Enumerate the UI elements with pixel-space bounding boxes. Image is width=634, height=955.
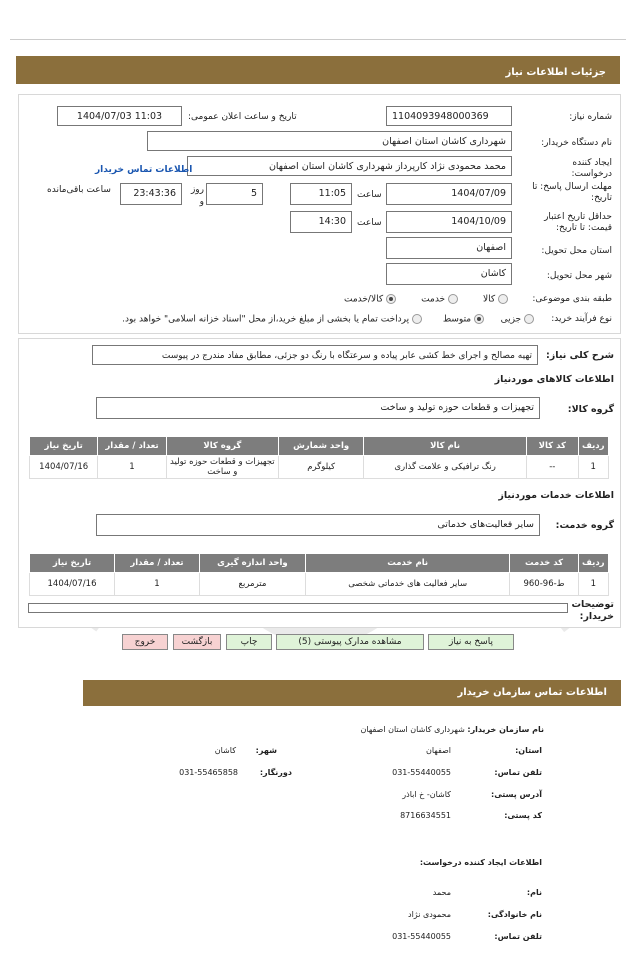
contact-header <box>83 680 621 706</box>
contact-org-value: شهرداری کاشان استان اصفهان <box>360 725 465 734</box>
contact-org-label: نام سازمان خریدار: <box>467 725 544 734</box>
col-header: گروه کالا <box>166 437 278 456</box>
attachments-button[interactable]: مشاهده مدارک پیوستی (5) <box>276 634 424 650</box>
validity-date-field: 1404/10/09 <box>386 211 512 233</box>
services-table <box>29 553 609 596</box>
deadline-time-field: 11:05 <box>290 183 352 205</box>
services-group-field: سایر فعالیت‌های خدماتی <box>96 514 540 536</box>
validity-label: حداقل تاریخ اعتبار قیمت: تا تاریخ: <box>544 212 612 233</box>
col-header: تعداد / مقدار <box>115 554 200 573</box>
creator-phone-label: تلفن تماس: <box>494 932 542 941</box>
creator-name-label: نام: <box>526 888 542 897</box>
buyer-org-label: نام دستگاه خریدار: <box>541 138 612 148</box>
validity-time-field: 14:30 <box>290 211 352 233</box>
radio-selected-icon <box>474 314 484 324</box>
contact-address-label: آدرس پستی: <box>491 790 542 799</box>
services-section-title: اطلاعات خدمات موردنیاز <box>498 490 614 501</box>
top-divider <box>10 39 626 40</box>
buyer-contact-link[interactable]: اطلاعات تماس خریدار <box>95 165 193 175</box>
category-label: طبقه بندی موضوعی: <box>532 294 612 304</box>
process-option-label: جزیی <box>500 314 522 325</box>
page-title: جزئیات اطلاعات نیاز <box>505 67 606 78</box>
deadline-time-label: ساعت <box>357 190 382 200</box>
contact-postal-label: کد پستی: <box>504 811 542 820</box>
table-cell: مترمربع <box>199 573 305 596</box>
contact-title: اطلاعات تماس سازمان خریدار <box>457 687 607 698</box>
table-row <box>30 573 609 596</box>
days-field: 5 <box>206 183 263 205</box>
buyer-notes-field <box>28 603 568 613</box>
creator-info-title: اطلاعات ایجاد کننده درخواست: <box>419 858 542 867</box>
table-row <box>30 456 609 479</box>
contact-fax-label: دورنگار: <box>259 768 292 777</box>
goods-section-title: اطلاعات کالاهای موردنیاز <box>494 374 614 385</box>
summary-label: شرح کلی نیاز: <box>545 350 614 361</box>
col-header: تعداد / مقدار <box>98 437 166 456</box>
need-number-field: 1104093948000369 <box>386 106 512 126</box>
col-header: ردیف <box>578 554 608 573</box>
goods-group-label: گروه کالا: <box>567 404 614 415</box>
table-cell: سایر فعالیت های خدماتی شخصی <box>305 573 510 596</box>
goods-table <box>29 436 609 479</box>
reply-button[interactable]: پاسخ به نیاز <box>428 634 514 650</box>
table-cell: رنگ ترافیکی و علامت گذاری <box>364 456 527 479</box>
remaining-time-field: 23:43:36 <box>120 183 182 205</box>
col-header: نام خدمت <box>305 554 510 573</box>
announce-label: تاریخ و ساعت اعلان عمومی: <box>188 112 297 122</box>
contact-phone-label: تلفن تماس: <box>494 768 542 777</box>
buyer-notes-label: توضیحات خریدار: <box>571 599 614 622</box>
process-option-medium[interactable] <box>443 314 484 325</box>
category-option-goods[interactable] <box>483 294 508 305</box>
creator-label: ایجاد کننده درخواست: <box>571 158 612 179</box>
radio-icon <box>524 314 534 324</box>
radio-icon <box>448 294 458 304</box>
contact-city-label: شهر: <box>255 746 277 755</box>
contact-province-label: استان: <box>515 746 542 755</box>
col-header: تاریخ نیاز <box>30 437 98 456</box>
table-cell: 1404/07/16 <box>30 456 98 479</box>
services-group-label: گروه خدمت: <box>555 520 614 531</box>
process-label: نوع فرآیند خرید: <box>551 314 612 324</box>
table-cell: کیلوگرم <box>279 456 364 479</box>
radio-selected-icon <box>386 294 396 304</box>
col-header: ردیف <box>578 437 608 456</box>
creator-family-value: محمودی نژاد <box>408 910 451 919</box>
page-header <box>16 56 620 84</box>
table-cell: تجهیزات و قطعات حوزه تولید و ساخت <box>166 456 278 479</box>
category-option-service[interactable] <box>421 294 458 305</box>
deadline-date-field: 1404/07/09 <box>386 183 512 205</box>
remaining-label: ساعت باقی‌مانده <box>47 185 111 195</box>
table-cell: -- <box>527 456 578 479</box>
table-cell: 1 <box>578 573 608 596</box>
contact-province-value: اصفهان <box>425 746 451 755</box>
creator-name-value: محمد <box>432 888 451 897</box>
col-header: کد کالا <box>527 437 578 456</box>
contact-postal-value: 8716634551 <box>400 811 451 820</box>
process-option-label: متوسط <box>442 314 472 325</box>
city-field: کاشان <box>386 263 512 285</box>
process-option-minor[interactable] <box>501 314 534 325</box>
need-number-label: شماره نیاز: <box>569 112 612 122</box>
announce-field: 1404/07/03 11:03 <box>57 106 182 126</box>
col-header: واحد اندازه گیری <box>199 554 305 573</box>
contact-org <box>361 725 545 734</box>
creator-phone-value: 031-55440055 <box>392 932 451 941</box>
col-header: کد خدمت <box>510 554 578 573</box>
col-header: نام کالا <box>364 437 527 456</box>
creator-family-label: نام خانوادگی: <box>487 910 542 919</box>
creator-field: محمد محمودی نژاد کارپرداز شهرداری کاشان استان اصفهان <box>187 156 512 176</box>
col-header: واحد شمارش <box>279 437 364 456</box>
radio-icon <box>498 294 508 304</box>
table-cell: 1 <box>98 456 166 479</box>
goods-group-field: تجهیزات و قطعات حوزه تولید و ساخت <box>96 397 540 419</box>
table-cell: 1404/07/16 <box>30 573 115 596</box>
city-label: شهر محل تحویل: <box>546 271 612 281</box>
table-cell: 1 <box>578 456 608 479</box>
category-option-goods-service[interactable] <box>344 294 396 305</box>
category-option-label: خدمت <box>421 294 446 305</box>
deadline-label: مهلت ارسال پاسخ: تا تاریخ: <box>532 182 612 203</box>
contact-city-value: کاشان <box>214 746 236 755</box>
category-option-label: کالا/خدمت <box>343 294 384 305</box>
contact-phone-value: 031-55440055 <box>392 768 451 777</box>
buyer-org-field: شهرداری کاشان استان اصفهان <box>147 131 512 151</box>
table-cell: ط-96-960 <box>510 573 578 596</box>
treasury-checkbox[interactable] <box>122 314 422 325</box>
table-header-row <box>30 554 609 573</box>
col-header: تاریخ نیاز <box>30 554 115 573</box>
back-button[interactable]: بازگشت <box>173 634 221 650</box>
exit-button[interactable]: خروج <box>122 634 168 650</box>
treasury-note: پرداخت تمام یا بخشی از مبلغ خرید،از محل "اسناد خزانه اسلامی" خواهد بود. <box>122 314 410 325</box>
days-label: روز و <box>190 185 204 207</box>
province-field: اصفهان <box>386 237 512 259</box>
summary-field: تهیه مصالح و اجرای خط کشی عابر پیاده و سرعتگاه با رنگ دو جزئی، مطابق مفاد مندرج در پیوست <box>92 345 538 365</box>
contact-address-value: کاشان- خ اباذر <box>402 790 451 799</box>
print-button[interactable]: چاپ <box>226 634 272 650</box>
contact-fax-value: 031-55465858 <box>179 768 238 777</box>
table-cell: 1 <box>115 573 200 596</box>
validity-time-label: ساعت <box>357 218 382 228</box>
province-label: استان محل تحویل: <box>541 246 612 256</box>
table-header-row <box>30 437 609 456</box>
category-option-label: کالا <box>482 294 496 305</box>
checkbox-icon <box>412 314 422 324</box>
